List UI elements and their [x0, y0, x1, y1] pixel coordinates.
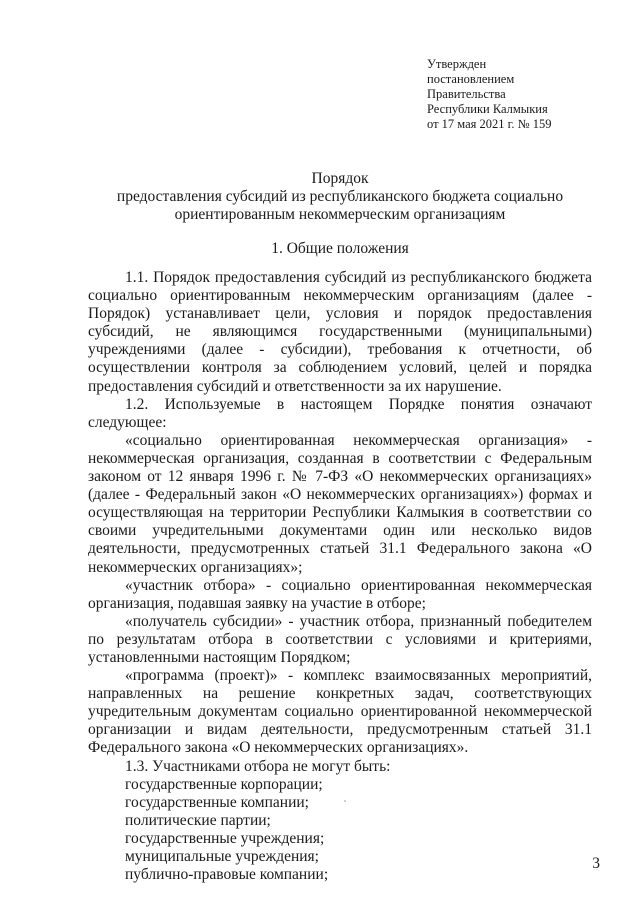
title-line: ориентированным некоммерческим организациям — [174, 206, 506, 223]
page-number: 3 — [592, 855, 600, 872]
list-item: политические партии; — [125, 811, 271, 829]
title-line: предоставления субсидий из республиканского бюджета социально — [116, 188, 564, 205]
approval-stamp — [427, 57, 617, 132]
definition-paragraph: «социально ориентированная некоммерческая организация» - некоммерческая организация, созданная в соответствии с Федеральным законом от 12 января 1996 г. № 7-ФЗ «О некоммерческих организациях» (далее - Федеральный закон «О некоммерческих организациях») формах и осуществляющая на территории Республики Калмыкия в соответствии со своими учредительными документами один или несколько видов деятельности, предусмотренных статьей 31.1 Федерального закона «О некоммерческих организациях»; — [88, 431, 592, 576]
approval-date-line: от 17 мая 2021 г. № 159 — [427, 117, 552, 131]
section-heading: 1. Общие положения — [271, 240, 409, 257]
paragraph-1-3: 1.3. Участниками отбора не могут быть: — [125, 757, 391, 775]
definition-paragraph: «программа (проект)» - комплекс взаимосвязанных мероприятий, направленных на решение конкретных задач, соответствующих учредительным документам социально ориентированной некоммерческой организации и видам деятельности, предусмотренным статьей 31.1 Федерального закона «О некоммерческих организациях». — [88, 667, 592, 757]
scan-artifact — [344, 800, 346, 802]
list-item: государственные корпорации; — [125, 775, 323, 793]
approval-line: постановлением — [427, 72, 515, 86]
list-item: публично-правовые компании; — [125, 866, 329, 884]
approval-line: Правительства — [427, 87, 506, 101]
definition-paragraph: «участник отбора» - социально ориентированная некоммерческая организация, подавшая заявку на участие в отборе; — [88, 576, 592, 612]
paragraph-1-2: 1.2. Используемые в настоящем Порядке понятия означают следующее: — [88, 395, 592, 431]
list-item: государственные компании; — [125, 793, 309, 811]
list-item: государственные учреждения; — [125, 829, 325, 847]
paragraph-1-1: 1.1. Порядок предоставления субсидий из республиканского бюджета социально ориентированным некоммерческим организациям (далее - Порядок) устанавливает цели, условия и порядок предоставления субсидий, не являющимся государственными (муниципальными) учреждениями (далее - субсидии), требования к отчетности, об осуществлении контроля за соблюдением условий, целей и порядка предоставления субсидий и ответственности за их нарушение. — [88, 269, 592, 395]
document-body — [88, 269, 592, 884]
approval-line: Республики Калмыкия — [427, 102, 548, 116]
definition-paragraph: «получатель субсидии» - участник отбора, признанный победителем по результатам отбора в соответствии с условиями и критериями, установленными настоящим Порядком; — [88, 612, 592, 666]
approval-line: Утвержден — [427, 57, 487, 71]
list-item: муниципальные учреждения; — [125, 848, 319, 865]
title-line: Порядок — [311, 170, 369, 187]
document-title — [88, 170, 592, 224]
